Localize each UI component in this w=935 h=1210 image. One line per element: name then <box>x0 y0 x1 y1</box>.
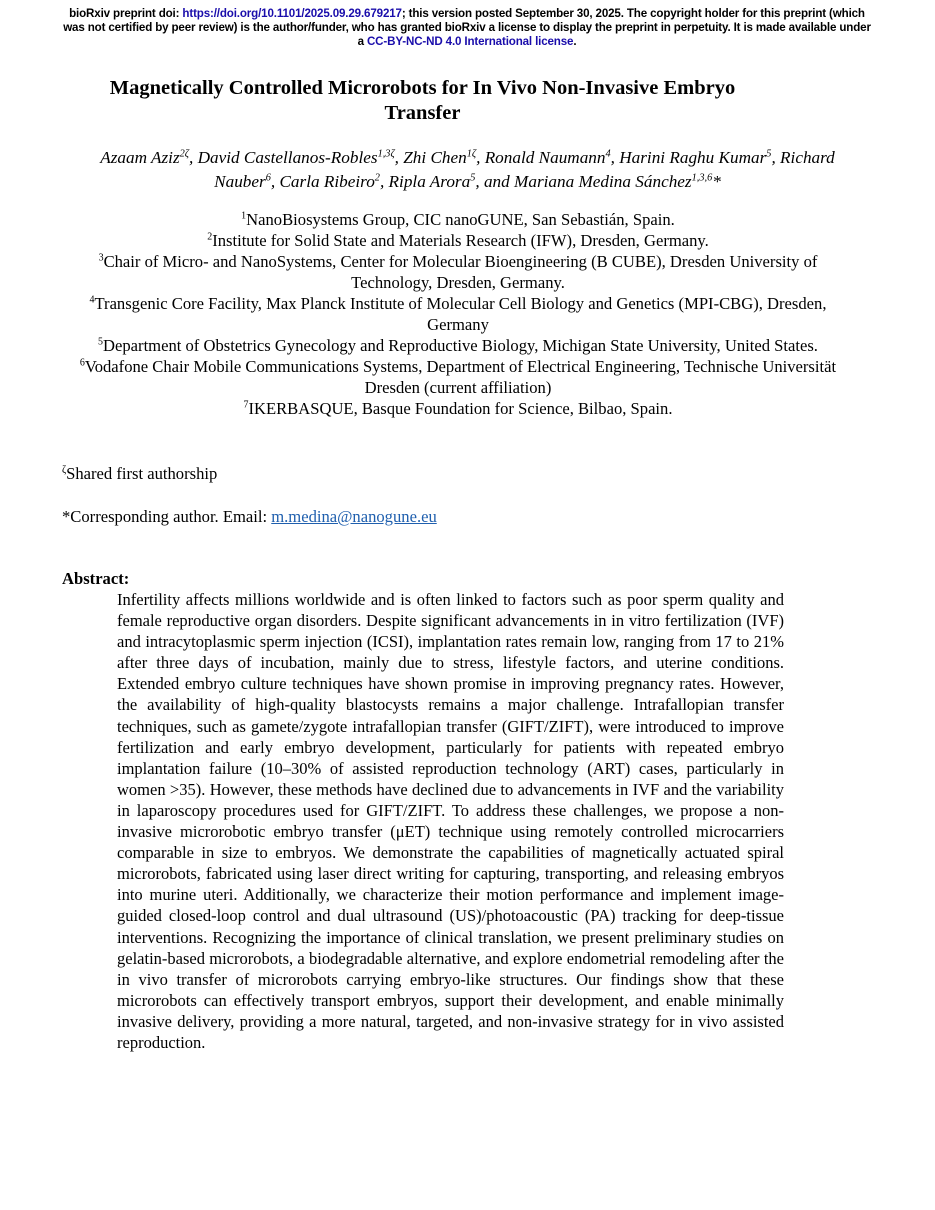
license-link[interactable]: CC-BY-NC-ND 4.0 International license <box>366 35 574 48</box>
author-name: Richard Nauber <box>214 148 835 191</box>
affiliation-list <box>62 209 854 419</box>
author-affil: 6 <box>265 172 271 184</box>
author-affil: 4 <box>605 148 611 160</box>
abstract-body: Infertility affects millions worldwide and is often linked to factors such as poor sperm quality and female reproductive organ disorders. Despite significant advancements in in vitro fertilization (IVF) and intracytoplasmic sperm injection (ICSI), implantation rates remain low, ranging from 17 to 21% after three days of incubation, mainly due to stress, lifestyle factors, and uterine conditions. Extended embryo culture techniques have shown promise in improving pregnancy rates. However, the availability of high-quality blastocysts remains a major challenge. Intrafallopian transfer techniques, such as gamete/zygote intrafallopian transfer (GIFT/ZIFT), were introduced to improve fertilization and early embryo development, particularly for patients with repeated embryo implantation failure (10–30% of assisted reproduction technology (ART) cases, particularly in women >35). However, these methods have declined due to advancements in IVF and the variability in laparoscopy procedures used for GIFT/ZIFT. To address these challenges, we propose a non-invasive microrobotic embryo transfer (μET) technique using remotely controlled microcarriers comparable in size to embryos. We demonstrate the capabilities of magnetically actuated spiral microrobots, fabricated using laser direct writing for capturing, transporting, and releasing embryos into murine uteri. Additionally, we characterize their motion performance and implement image-guided closed-loop control and dual ultrasound (US)/photoacoustic (PA) tracking for deep-tissue interventions. Recognizing the importance of clinical translation, we present preliminary studies on gelatin-based microrobots, a biodegradable alternative, and explore endometrial remodeling after the in vivo transfer of microrobots carrying embryo-like structures. Our findings show that these microrobots can effectively transport embryos, support their development, and enable minimally invasive delivery, providing a more natural, targeted, and non-invasive strategy for in vivo assisted reproduction. <box>117 590 784 1052</box>
affiliation-text: IKERBASQUE, Basque Foundation for Science, Bilbao, Spain. <box>248 399 673 418</box>
author: Carla Ribeiro$^2$, <box>279 172 389 191</box>
shared-text: Shared first authorship <box>66 464 218 483</box>
author-affil: 2ζ <box>179 148 189 160</box>
banner-suffix: . <box>573 35 577 48</box>
shared-authorship-note <box>62 463 217 484</box>
affiliation-text: Transgenic Core Facility, Max Planck Institute of Molecular Cell Biology and Genetics (MPI-CBG), Dresden, Germany <box>94 294 827 334</box>
author: Mariana Medina Sánchez$^{1,3,6}$* <box>514 172 721 191</box>
affiliation <box>62 251 854 293</box>
author: Zhi Chen$^{1\zeta}$, <box>403 148 485 167</box>
affiliation-text: Department of Obstetrics Gynecology and Reproductive Biology, Michigan State University, United States. <box>103 336 818 355</box>
paper-title: Magnetically Controlled Microrobots for In Vivo Non-Invasive Embryo Transfer <box>109 77 736 124</box>
author-name: Ronald Naumann <box>484 148 606 167</box>
author-affil: 1ζ <box>466 148 477 160</box>
author-affil: 2 <box>374 172 380 184</box>
author: Ronald Naumann$^4$, <box>484 148 620 167</box>
affiliation <box>62 398 854 419</box>
abstract-heading: Abstract: <box>62 569 130 588</box>
affiliation <box>62 209 854 230</box>
author-name: Azaam Aziz <box>100 148 180 167</box>
author: Azaam Aziz$^{2\zeta}$, <box>100 148 198 167</box>
email-link[interactable]: m.medina@nanogune.eu <box>271 507 437 526</box>
affiliation-number: 2 <box>207 231 213 243</box>
author-affil: 5 <box>766 148 772 160</box>
author: David Castellanos-Robles$^{1,3\zeta}$, <box>197 148 404 167</box>
affiliation-number: 1 <box>241 210 247 222</box>
affiliation <box>62 293 854 335</box>
doi-link[interactable]: https://doi.org/10.1101/2025.09.29.679217 <box>182 7 402 20</box>
author-name: Harini Raghu Kumar <box>619 148 767 167</box>
affiliation-text: Institute for Solid State and Materials Research (IFW), Dresden, Germany. <box>212 231 709 250</box>
preprint-banner <box>62 7 872 49</box>
affiliation-number: 6 <box>79 357 85 369</box>
banner-prefix: bioRxiv preprint doi: <box>69 7 183 20</box>
affiliation <box>62 356 854 398</box>
affiliation-text: Chair of Micro- and NanoSystems, Center for Molecular Bioengineering (B CUBE), Dresden University of Technology, Dresden, Germany. <box>103 252 818 292</box>
author-list <box>70 146 865 194</box>
affiliation <box>62 230 854 251</box>
affiliation-number: 7 <box>243 399 249 411</box>
shared-symbol: ζ <box>62 464 67 476</box>
author: Harini Raghu Kumar$^5$, <box>619 148 781 167</box>
affiliation <box>62 335 854 356</box>
author-affil: 5 <box>470 172 476 184</box>
author-name: Carla Ribeiro <box>279 172 375 191</box>
affiliation-text: NanoBiosystems Group, CIC nanoGUNE, San Sebastián, Spain. <box>246 210 675 229</box>
affiliation-number: 4 <box>89 294 95 306</box>
author-affil: 1,3ζ <box>377 148 395 160</box>
author-affil: 1,3,6 <box>691 172 713 184</box>
affiliation-number: 5 <box>98 336 104 348</box>
affiliation-number: 3 <box>98 252 104 264</box>
author: Ripla Arora$^5$, and <box>388 172 515 191</box>
author-name: Ripla Arora <box>388 172 471 191</box>
author-name: David Castellanos-Robles <box>197 148 378 167</box>
author-name: Mariana Medina Sánchez <box>514 172 692 191</box>
banner-middle: ; this version posted September 30, 2025. The copyright holder for this preprint (which was not certified by peer review) is the author/funder, who has granted bioRxiv a license to display the preprint in perpetuity. It is made available under a <box>63 7 871 48</box>
corresponding-label: *Corresponding author. Email: <box>62 507 272 526</box>
corresponding-author <box>62 506 437 527</box>
affiliation-text: Vodafone Chair Mobile Communications Systems, Department of Electrical Engineering, Technische Universität Dresden (current affiliation) <box>84 357 837 397</box>
author: Richard Nauber$^6$, <box>214 148 835 191</box>
author-name: Zhi Chen <box>403 148 467 167</box>
